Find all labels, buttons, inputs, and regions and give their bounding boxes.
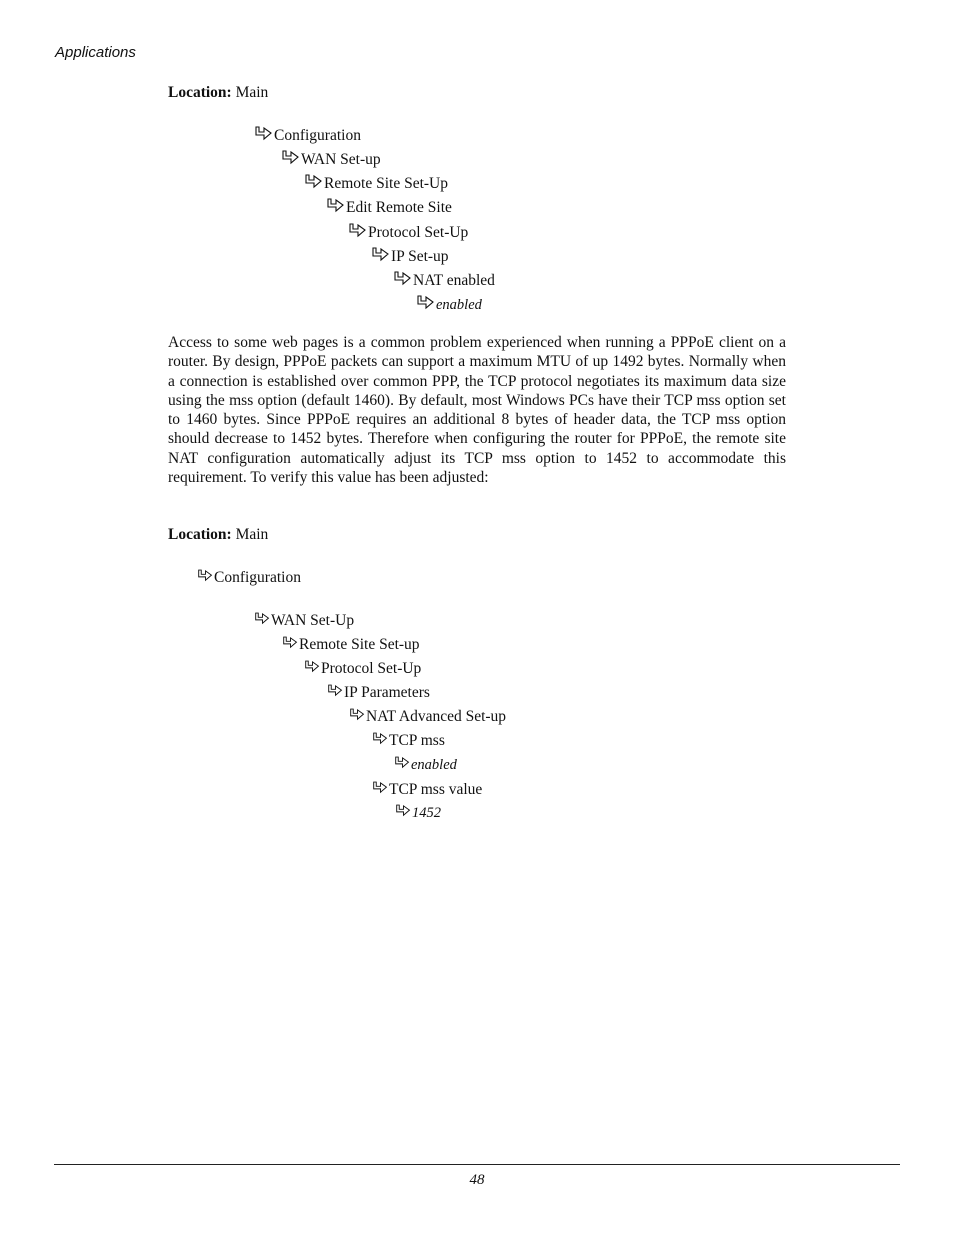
tree-item-label: NAT enabled <box>413 272 495 289</box>
tree-item-mss-number <box>395 803 441 823</box>
menu-arrow-icon <box>394 755 411 771</box>
location-label: Location: <box>168 84 232 101</box>
tree-item-wan-setup <box>281 150 381 170</box>
tree-item-protocol-setup <box>348 223 468 243</box>
body-paragraph: Access to some web pages is a common problem experienced when running a PPPoE client on a router. By design, PPPoE packets can support a maximum MTU of up 1492 bytes. Normally when a connection is established over common PPP, the TCP protocol negotiates its maximum data size using the mss option (default 1460). By default, most Windows PCs have their TCP mss option set to 1460 bytes. Since PPPoE requires an additional 8 bytes of header data, the TCP mss option should decrease to 1452 bytes. Therefore when configuring the router for PPPoE, the remote site NAT configuration automatically adjust its TCP mss option to 1452 to accommodate this requirement. To verify this value has been adjusted: <box>168 334 786 487</box>
menu-arrow-icon <box>349 707 366 723</box>
page-number: 48 <box>469 1172 485 1188</box>
tree-item-label: WAN Set-up <box>301 151 381 168</box>
menu-arrow-icon <box>304 659 321 675</box>
menu-arrow-icon <box>327 683 344 699</box>
tree-item-edit-remote-site <box>326 198 452 218</box>
tree-item-label: NAT Advanced Set-up <box>366 708 507 725</box>
tree-item-label: TCP mss value <box>389 781 483 798</box>
menu-arrow-icon <box>281 150 301 166</box>
tree-item-value: enabled <box>411 757 457 773</box>
tree-item-wan-setup <box>254 611 354 631</box>
tree-item-value: enabled <box>436 297 482 313</box>
tree-item-nat-enabled <box>393 271 495 291</box>
menu-arrow-icon <box>304 174 324 190</box>
menu-arrow-icon <box>371 247 391 263</box>
tree-item-protocol-setup <box>304 659 421 679</box>
menu-arrow-icon <box>348 223 368 239</box>
tree-item-label: Protocol Set-Up <box>368 224 469 241</box>
menu-arrow-icon <box>395 803 412 819</box>
tree-item-label: IP Set-up <box>391 248 449 265</box>
tree-item-enabled-value <box>394 755 457 775</box>
tree-item-ip-setup <box>371 247 449 267</box>
menu-arrow-icon <box>282 635 299 651</box>
location-line <box>168 84 268 102</box>
tree-item-label: Remote Site Set-up <box>299 636 420 653</box>
menu-arrow-icon <box>372 731 389 747</box>
tree-item-configuration <box>197 568 301 588</box>
menu-arrow-icon <box>416 295 436 311</box>
tree-item-label: Remote Site Set-Up <box>324 175 448 192</box>
tree-item-label: TCP mss <box>389 732 445 749</box>
tree-item-label: Configuration <box>274 127 361 144</box>
menu-arrow-icon <box>372 780 389 796</box>
menu-arrow-icon <box>254 611 271 627</box>
tree-item-label: WAN Set-Up <box>271 612 355 629</box>
location-value: Main <box>235 526 269 543</box>
menu-arrow-icon <box>254 126 274 142</box>
menu-arrow-icon <box>393 271 413 287</box>
menu-arrow-icon <box>197 568 214 584</box>
location-value: Main <box>235 84 269 101</box>
tree-item-label: Edit Remote Site <box>346 199 452 216</box>
location-label: Location: <box>168 526 232 543</box>
tree-item-tcp-mss <box>372 731 445 751</box>
tree-item-ip-parameters <box>327 683 430 703</box>
tree-item-tcp-mss-value <box>372 780 482 800</box>
location-line <box>168 526 268 544</box>
tree-item-value: 1452 <box>412 805 441 821</box>
tree-item-configuration <box>254 126 361 146</box>
section-header: Applications <box>55 44 136 61</box>
tree-item-label: Configuration <box>214 569 301 586</box>
tree-item-nat-advanced-setup <box>349 707 506 727</box>
tree-item-remote-site-setup <box>282 635 420 655</box>
footer-divider <box>54 1164 900 1165</box>
menu-arrow-icon <box>326 198 346 214</box>
tree-item-label: Protocol Set-Up <box>321 660 422 677</box>
tree-item-remote-site-setup <box>304 174 448 194</box>
tree-item-label: IP Parameters <box>344 684 430 701</box>
tree-item-enabled-value <box>416 295 482 315</box>
